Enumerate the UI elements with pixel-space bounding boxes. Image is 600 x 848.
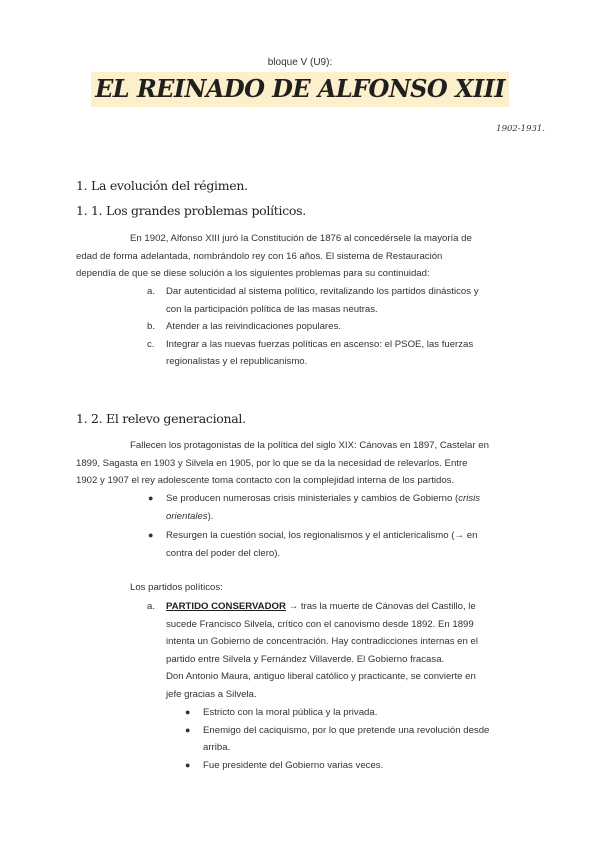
- problems-list: [147, 283, 479, 371]
- section-heading-1: 1. La evolución del régimen.: [76, 178, 248, 193]
- parties-label: Los partidos políticos:: [130, 582, 223, 593]
- list-item-line: sucede Francisco Silvela, crítico con el canovismo desde 1892. En 1899: [166, 618, 474, 630]
- list-item-line: jefe gracias a Silvela.: [166, 688, 257, 700]
- paragraph-line: dependía de que se diese solución a los siguientes problemas para su continuidad:: [76, 268, 430, 280]
- list-item-line: [166, 598, 478, 616]
- bullet-text: Se producen numerosas crisis ministeriales y cambios de Gobierno (: [166, 493, 459, 504]
- list-item: [185, 704, 489, 722]
- list-marker: a.: [147, 286, 156, 297]
- list-item-line: Resurgen la cuestión social, los regionalismos y el anticlericalismo (→ en: [166, 530, 478, 542]
- list-item-line: Atender a las reivindicaciones populares.: [166, 321, 341, 333]
- list-item-line: contra del poder del clero).: [166, 547, 281, 559]
- list-marker: b.: [147, 321, 156, 333]
- list-marker: a.: [147, 601, 156, 612]
- list-item-line: Enemigo del caciquismo, por lo que pretende una revolución desde: [203, 724, 490, 736]
- bullet-italic-text: crisis: [458, 493, 481, 504]
- list-item-line: arriba.: [203, 742, 231, 754]
- list-item: [148, 527, 480, 562]
- bullet-icon: ●: [185, 724, 191, 735]
- list-item-line: intenta un Gobierno de concentración. Hay contradicciones internas en el: [166, 636, 478, 648]
- paragraph-line: 1899, Sagasta en 1903 y Silvela en 1905, por lo que se da la necesidad de relevarlos. Entre: [76, 457, 468, 469]
- list-item: [148, 490, 481, 525]
- list-item-line: con la participación política de las masas neutras.: [166, 303, 378, 315]
- list-marker: c.: [147, 338, 155, 350]
- list-item-line: [166, 490, 480, 508]
- bullet-icon: ●: [185, 707, 191, 717]
- party-text: → tras la muerte de Cánovas del Castillo, le: [285, 601, 476, 612]
- bullet-text: ).: [207, 510, 214, 522]
- list-item-line: Don Antonio Maura, antiguo liberal católico y practicante, se convierte en: [166, 671, 476, 683]
- page-title: EL REINADO DE ALFONSO XIII: [91, 72, 509, 107]
- paragraph-line: Fallecen los protagonistas de la política del siglo XIX: Cánovas en 1897, Castelar en: [130, 440, 489, 451]
- party-name: PARTIDO CONSERVADOR: [166, 601, 286, 612]
- list-item-conservative-party: [147, 598, 478, 704]
- parties-list: [147, 598, 478, 704]
- subsection-heading-1-2: 1. 2. El relevo generacional.: [76, 411, 246, 426]
- maura-bullets: [185, 704, 490, 774]
- list-item-line: regionalistas y el republicanismo.: [166, 356, 308, 368]
- bullet-italic-text: orientales: [166, 510, 208, 522]
- list-item-line: Dar autenticidad al sistema político, revitalizando los partidos dinásticos y: [166, 286, 479, 297]
- bullet-icon: ●: [185, 759, 191, 770]
- list-item-line: partido entre Silvela y Fernández Villaverde. El Gobierno fracasa.: [166, 653, 445, 665]
- paragraph-line: edad de forma adelantada, nombrándolo rey con 16 años. El sistema de Restauración: [76, 250, 443, 262]
- crisis-bullets: [148, 490, 481, 562]
- list-item: [147, 283, 479, 318]
- list-item-line: Integrar a las nuevas fuerzas políticas en ascenso: el PSOE, las fuerzas: [166, 338, 474, 350]
- paragraph-problems-intro: [76, 230, 472, 283]
- bullet-icon: ●: [148, 530, 154, 541]
- paragraph-generational-change: [76, 437, 489, 490]
- list-item-line: Fue presidente del Gobierno varias veces.: [203, 759, 384, 771]
- subsection-heading-1-1: 1. 1. Los grandes problemas políticos.: [76, 203, 306, 218]
- block-label: bloque V (U9):: [267, 57, 333, 68]
- bullet-icon: ●: [148, 493, 154, 503]
- date-range: 1902-1931.: [496, 124, 545, 134]
- list-item: [185, 722, 490, 757]
- list-item: [185, 757, 489, 775]
- title-wrap: [0, 72, 600, 107]
- list-item-line: [166, 508, 480, 526]
- paragraph-line: En 1902, Alfonso XIII juró la Constitución de 1876 al concedérsele la mayoría de: [130, 233, 472, 244]
- paragraph-line: 1902 y 1907 el rey adolescente toma contacto con la complejidad interna de los partidos.: [76, 475, 455, 487]
- list-item: [147, 336, 479, 371]
- list-item: [147, 318, 479, 336]
- list-item-line: Estricto con la moral pública y la privada.: [203, 707, 378, 718]
